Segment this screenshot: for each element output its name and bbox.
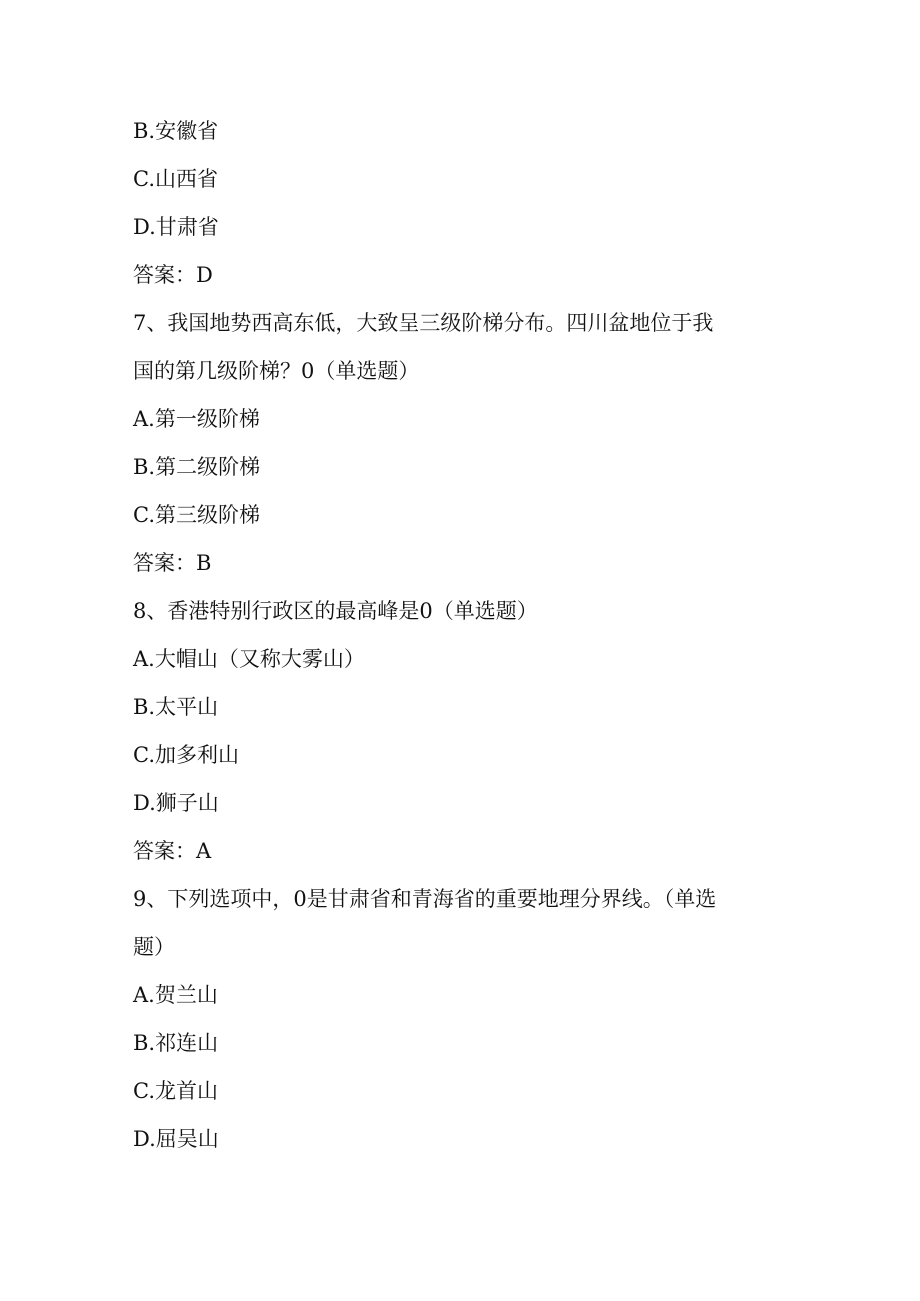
answer-q7: 答案：B bbox=[133, 551, 212, 575]
answer-q6: 答案：D bbox=[133, 263, 213, 287]
option-c-q9: C.龙首山 bbox=[133, 1079, 218, 1103]
option-c-q8: C.加多利山 bbox=[133, 743, 239, 767]
question-9-line-2: 题） bbox=[133, 935, 175, 959]
question-9-line-1: 9、下列选项中，0是甘肃省和青海省的重要地理分界线。（单选 bbox=[133, 887, 717, 911]
option-d-q6: D.甘肃省 bbox=[133, 215, 219, 239]
option-a-q9: A.贺兰山 bbox=[133, 983, 218, 1007]
option-b-q9: B.祁连山 bbox=[133, 1031, 219, 1055]
option-b-q8: B.太平山 bbox=[133, 695, 219, 719]
option-b-q6: B.安徽省 bbox=[133, 119, 219, 143]
option-a-q7: A.第一级阶梯 bbox=[133, 407, 260, 431]
question-7-line-1: 7、我国地势西高东低，大致呈三级阶梯分布。四川盆地位于我 bbox=[133, 311, 714, 335]
document-page bbox=[133, 107, 793, 1163]
answer-q8: 答案：A bbox=[133, 839, 212, 863]
question-7-line-2: 国的第几级阶梯？0（单选题） bbox=[133, 359, 420, 383]
option-c-q6: C.山西省 bbox=[133, 167, 218, 191]
question-8: 8、香港特别行政区的最高峰是0（单选题） bbox=[133, 599, 538, 623]
option-b-q7: B.第二级阶梯 bbox=[133, 455, 261, 479]
option-a-q8: A.大帽山（又称大雾山） bbox=[133, 647, 365, 671]
option-d-q8: D.狮子山 bbox=[133, 791, 219, 815]
option-d-q9: D.屈吴山 bbox=[133, 1127, 219, 1151]
option-c-q7: C.第三级阶梯 bbox=[133, 503, 260, 527]
